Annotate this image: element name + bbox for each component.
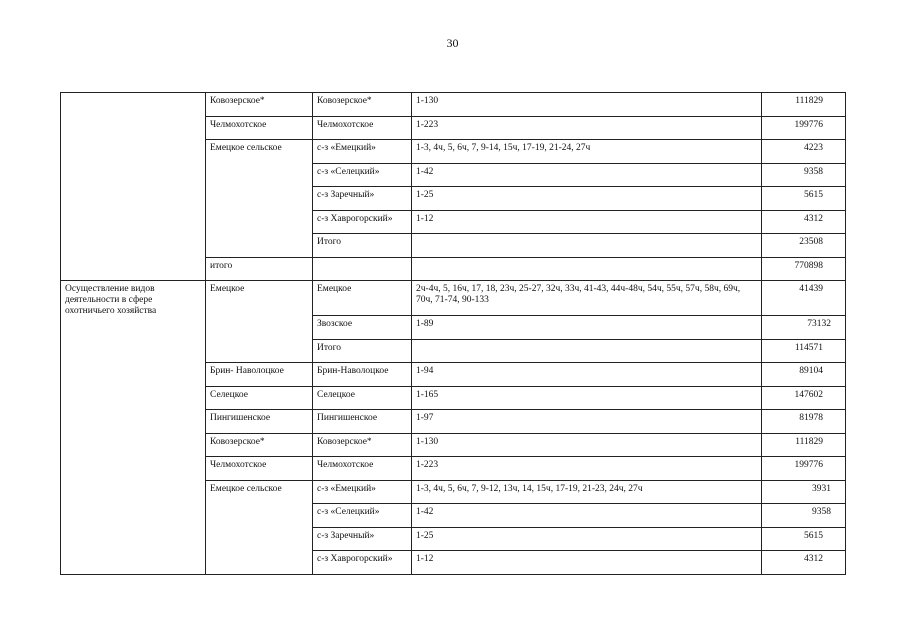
activity-cell-empty	[61, 93, 206, 281]
quarters-cell: 1-97	[412, 410, 762, 434]
quarters-cell	[412, 339, 762, 363]
quarters-cell: 1-165	[412, 386, 762, 410]
district-cell: Брин-Наволоцкое	[313, 363, 412, 387]
area-cell: 73132	[762, 316, 846, 340]
area-cell: 4312	[762, 551, 846, 575]
quarters-cell: 1-89	[412, 316, 762, 340]
quarters-cell: 1-12	[412, 210, 762, 234]
district-cell: с-з «Селецкий»	[313, 504, 412, 528]
district-cell: Итого	[313, 339, 412, 363]
area-cell: 5615	[762, 187, 846, 211]
area-cell: 4312	[762, 210, 846, 234]
quarters-cell: 1-130	[412, 93, 762, 117]
area-cell: 111829	[762, 93, 846, 117]
area-cell: 5615	[762, 527, 846, 551]
quarters-cell: 1-130	[412, 433, 762, 457]
district-cell: Ковозерское*	[313, 433, 412, 457]
district-cell: Звозское	[313, 316, 412, 340]
quarters-cell: 1-42	[412, 504, 762, 528]
area-cell: 111829	[762, 433, 846, 457]
area-cell: 4223	[762, 140, 846, 164]
area-cell: 199776	[762, 116, 846, 140]
district-cell: Итого	[313, 234, 412, 258]
district-cell: с-з «Емецкий»	[313, 140, 412, 164]
district-cell: с-з Заречный»	[313, 187, 412, 211]
quarters-cell: 1-3, 4ч, 5, 6ч, 7, 9-14, 15ч, 17-19, 21-24, 27ч	[412, 140, 762, 164]
area-cell: 3931	[762, 480, 846, 504]
district-cell: с-з «Емецкий»	[313, 480, 412, 504]
forestry-cell: Ковозерское*	[206, 93, 313, 117]
forestry-cell: Ковозерское*	[206, 433, 313, 457]
district-cell: Челмохотское	[313, 457, 412, 481]
district-cell: с-з Хаврогорский»	[313, 551, 412, 575]
area-cell: 89104	[762, 363, 846, 387]
forestry-cell: Челмохотское	[206, 116, 313, 140]
district-cell: с-з Хаврогорский»	[313, 210, 412, 234]
quarters-cell: 2ч-4ч, 5, 16ч, 17, 18, 23ч, 25-27, 32ч, 33ч, 41-43, 44ч-48ч, 54ч, 55ч, 57ч, 58ч, 69ч, 70ч, 71-74, 90-133	[412, 281, 762, 316]
quarters-cell: 1-12	[412, 551, 762, 575]
quarters-cell	[412, 257, 762, 281]
district-cell: Емецкое	[313, 281, 412, 316]
district-cell: Пингишенское	[313, 410, 412, 434]
area-cell: 770898	[762, 257, 846, 281]
quarters-cell: 1-223	[412, 116, 762, 140]
page-number: 30	[446, 36, 459, 50]
quarters-cell: 1-223	[412, 457, 762, 481]
quarters-cell: 1-42	[412, 163, 762, 187]
area-cell: 41439	[762, 281, 846, 316]
area-cell: 81978	[762, 410, 846, 434]
district-cell: Ковозерское*	[313, 93, 412, 117]
forestry-cell: Селецкое	[206, 386, 313, 410]
district-cell	[313, 257, 412, 281]
district-cell: с-з «Селецкий»	[313, 163, 412, 187]
quarters-cell: 1-25	[412, 527, 762, 551]
forest-areas-table	[60, 92, 846, 575]
area-cell: 147602	[762, 386, 846, 410]
quarters-cell: 1-94	[412, 363, 762, 387]
activity-cell: Осуществление видов деятельности в сфере охотничьего хозяйства	[61, 281, 206, 575]
district-cell: Челмохотское	[313, 116, 412, 140]
area-cell: 9358	[762, 163, 846, 187]
quarters-cell	[412, 234, 762, 258]
forestry-cell: Брин- Наволоцкое	[206, 363, 313, 387]
district-cell: с-з Заречный»	[313, 527, 412, 551]
forestry-cell: итого	[206, 257, 313, 281]
table-row	[61, 93, 846, 117]
quarters-cell: 1-25	[412, 187, 762, 211]
area-cell: 23508	[762, 234, 846, 258]
forestry-cell: Емецкое сельское	[206, 480, 313, 574]
forestry-cell: Емецкое	[206, 281, 313, 363]
district-cell: Селецкое	[313, 386, 412, 410]
forestry-cell: Челмохотское	[206, 457, 313, 481]
table-row	[61, 281, 846, 316]
area-cell: 9358	[762, 504, 846, 528]
quarters-cell: 1-3, 4ч, 5, 6ч, 7, 9-12, 13ч, 14, 15ч, 17-19, 21-23, 24ч, 27ч	[412, 480, 762, 504]
area-cell: 199776	[762, 457, 846, 481]
forestry-cell: Емецкое сельское	[206, 140, 313, 258]
area-cell: 114571	[762, 339, 846, 363]
forestry-cell: Пингишенское	[206, 410, 313, 434]
